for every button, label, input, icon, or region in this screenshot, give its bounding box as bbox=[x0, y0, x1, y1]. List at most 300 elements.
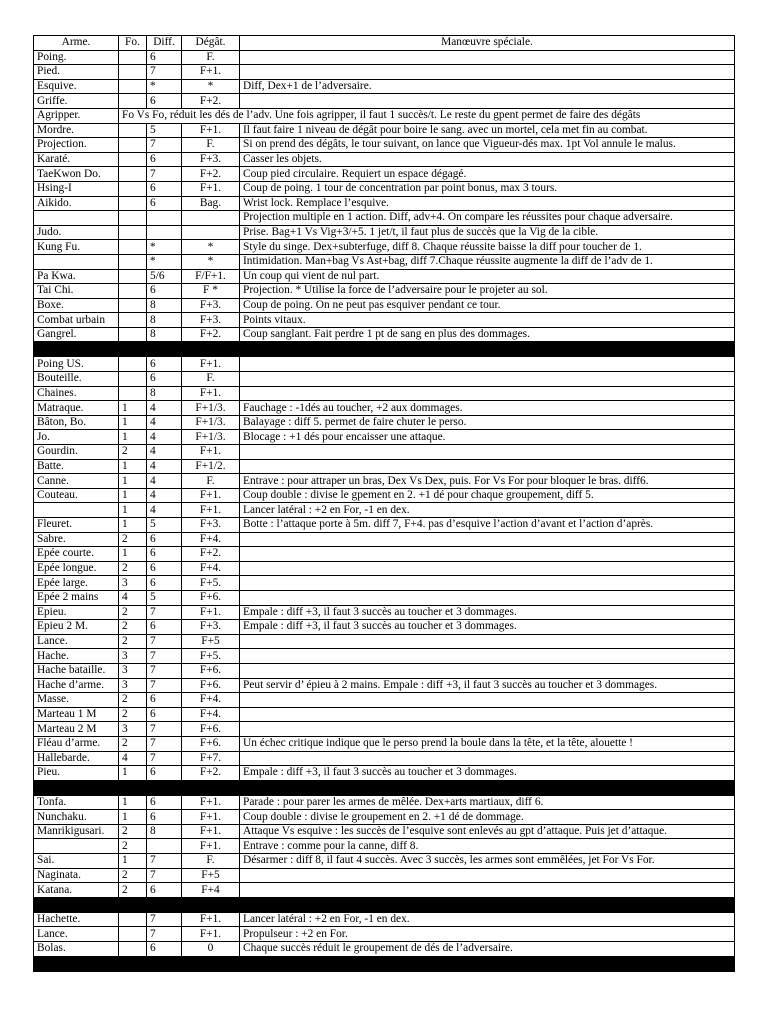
cell-diff: 7 bbox=[147, 736, 182, 751]
cell-manoeuvre: Style du singe. Dex+subterfuge, diff 8. Chaque réussite baisse la diff pour toucher de 1. bbox=[240, 240, 735, 255]
cell-manoeuvre: Si on prend des dégâts, le tour suivant, on lance que Vigueur-dés max. 1pt Vol annule le malus. bbox=[240, 138, 735, 153]
cell-diff: 6 bbox=[147, 766, 182, 781]
cell-degat: F+3. bbox=[182, 518, 240, 533]
header-degat: Dégât. bbox=[182, 36, 240, 51]
table-row bbox=[34, 225, 735, 240]
cell-fo: 3 bbox=[119, 663, 147, 678]
cell-manoeuvre bbox=[240, 576, 735, 591]
cell-diff: 6 bbox=[147, 196, 182, 211]
cell-arme: Epée large. bbox=[34, 576, 119, 591]
cell-arme: Agripper. bbox=[34, 108, 119, 123]
table-row bbox=[34, 868, 735, 883]
cell-arme: Matraque. bbox=[34, 401, 119, 416]
cell-fo bbox=[119, 65, 147, 80]
table-row bbox=[34, 298, 735, 313]
cell-arme: Bouteille. bbox=[34, 372, 119, 387]
cell-diff: * bbox=[147, 240, 182, 255]
cell-manoeuvre bbox=[240, 386, 735, 401]
cell-arme: Mordre. bbox=[34, 123, 119, 138]
cell-manoeuvre: Blocage : +1 dés pour encaisser une attaque. bbox=[240, 430, 735, 445]
cell-degat: F+4. bbox=[182, 707, 240, 722]
cell-degat: F+5. bbox=[182, 576, 240, 591]
table-row bbox=[34, 942, 735, 957]
cell-manoeuvre bbox=[240, 693, 735, 708]
cell-fo bbox=[119, 269, 147, 284]
cell-degat: F+3. bbox=[182, 152, 240, 167]
cell-degat: F+1. bbox=[182, 503, 240, 518]
table-row bbox=[34, 605, 735, 620]
cell-degat: F * bbox=[182, 284, 240, 299]
cell-diff: 6 bbox=[147, 810, 182, 825]
cell-manoeuvre: Entrave : pour attraper un bras, Dex Vs Dex, puis. For Vs For pour bloquer le bras. diff6. bbox=[240, 474, 735, 489]
table-row bbox=[34, 503, 735, 518]
cell-arme: Gourdin. bbox=[34, 445, 119, 460]
cell-diff: 8 bbox=[147, 298, 182, 313]
cell-arme: Katana. bbox=[34, 883, 119, 898]
cell-diff: 6 bbox=[147, 883, 182, 898]
table-row bbox=[34, 693, 735, 708]
cell-degat bbox=[182, 211, 240, 226]
cell-arme: Couteau. bbox=[34, 488, 119, 503]
cell-diff: 6 bbox=[147, 547, 182, 562]
cell-fo bbox=[119, 79, 147, 94]
cell-degat: F+1. bbox=[182, 65, 240, 80]
cell-arme: Poing. bbox=[34, 50, 119, 65]
cell-degat: * bbox=[182, 254, 240, 269]
header-diff: Diff. bbox=[147, 36, 182, 51]
table-row bbox=[34, 532, 735, 547]
cell-degat: F+3. bbox=[182, 620, 240, 635]
separator-bar bbox=[34, 342, 735, 357]
cell-arme: Bolas. bbox=[34, 942, 119, 957]
table-row bbox=[34, 722, 735, 737]
cell-manoeuvre bbox=[240, 649, 735, 664]
cell-arme: Epieu 2 M. bbox=[34, 620, 119, 635]
weapons-table bbox=[33, 35, 735, 972]
cell-diff: 6 bbox=[147, 561, 182, 576]
table-row bbox=[34, 108, 735, 123]
cell-degat: Bag. bbox=[182, 196, 240, 211]
cell-diff: 4 bbox=[147, 430, 182, 445]
table-row bbox=[34, 211, 735, 226]
cell-arme: Batte. bbox=[34, 459, 119, 474]
cell-fo: 1 bbox=[119, 795, 147, 810]
cell-arme bbox=[34, 503, 119, 518]
cell-fo: 1 bbox=[119, 415, 147, 430]
cell-degat: F+6. bbox=[182, 678, 240, 693]
cell-manoeuvre bbox=[240, 868, 735, 883]
cell-manoeuvre: Points vitaux. bbox=[240, 313, 735, 328]
cell-manoeuvre: Coup de poing. 1 tour de concentration par point bonus, max 3 tours. bbox=[240, 181, 735, 196]
table-row bbox=[34, 152, 735, 167]
cell-degat: F+1. bbox=[182, 795, 240, 810]
cell-degat: F+1/3. bbox=[182, 415, 240, 430]
table-row bbox=[34, 795, 735, 810]
cell-diff: 7 bbox=[147, 722, 182, 737]
cell-diff: 7 bbox=[147, 912, 182, 927]
cell-fo: 3 bbox=[119, 649, 147, 664]
table-row bbox=[34, 138, 735, 153]
cell-diff: 7 bbox=[147, 678, 182, 693]
cell-arme: Hache d’arme. bbox=[34, 678, 119, 693]
table-row bbox=[34, 663, 735, 678]
cell-fo: 1 bbox=[119, 488, 147, 503]
cell-degat: F+1. bbox=[182, 810, 240, 825]
cell-degat: F. bbox=[182, 138, 240, 153]
cell-degat: F+1. bbox=[182, 839, 240, 854]
cell-diff: 7 bbox=[147, 649, 182, 664]
cell-degat: * bbox=[182, 79, 240, 94]
table-row bbox=[34, 547, 735, 562]
cell-arme: Hallebarde. bbox=[34, 751, 119, 766]
cell-arme: Lance. bbox=[34, 927, 119, 942]
cell-fo bbox=[119, 152, 147, 167]
table-row bbox=[34, 518, 735, 533]
table-row bbox=[34, 372, 735, 387]
cell-diff: 6 bbox=[147, 372, 182, 387]
cell-diff: 6 bbox=[147, 620, 182, 635]
cell-manoeuvre bbox=[240, 445, 735, 460]
cell-manoeuvre: Attaque Vs esquive : les succès de l’esquive sont enlevés au gpt d’attaque. Puis jet d’attaque. bbox=[240, 824, 735, 839]
cell-arme: Epée courte. bbox=[34, 547, 119, 562]
cell-arme bbox=[34, 254, 119, 269]
cell-diff: 7 bbox=[147, 751, 182, 766]
cell-fo: 2 bbox=[119, 620, 147, 635]
cell-arme: Poing US. bbox=[34, 357, 119, 372]
cell-degat bbox=[182, 225, 240, 240]
cell-degat: F+1. bbox=[182, 605, 240, 620]
cell-fo: 1 bbox=[119, 854, 147, 869]
cell-manoeuvre: Un coup qui vient de nul part. bbox=[240, 269, 735, 284]
cell-arme: Epée 2 mains bbox=[34, 590, 119, 605]
cell-degat: F+6. bbox=[182, 590, 240, 605]
cell-degat: F. bbox=[182, 854, 240, 869]
cell-arme: Sai. bbox=[34, 854, 119, 869]
cell-diff: 8 bbox=[147, 313, 182, 328]
cell-fo: 2 bbox=[119, 736, 147, 751]
cell-fo bbox=[119, 94, 147, 109]
cell-arme: Combat urbain bbox=[34, 313, 119, 328]
cell-degat: F+1. bbox=[182, 445, 240, 460]
cell-manoeuvre: Coup double : divise le groupement en 2. +1 dé de dommage. bbox=[240, 810, 735, 825]
cell-fo bbox=[119, 167, 147, 182]
cell-fo bbox=[119, 196, 147, 211]
cell-fo: 2 bbox=[119, 883, 147, 898]
header-row bbox=[34, 36, 735, 51]
cell-manoeuvre: Peut servir d’ épieu à 2 mains. Empale : diff +3, il faut 3 succès au toucher et 3 dommages. bbox=[240, 678, 735, 693]
cell-diff: 6 bbox=[147, 94, 182, 109]
cell-arme: Fleuret. bbox=[34, 518, 119, 533]
separator-bar bbox=[34, 897, 735, 912]
cell-fo: 3 bbox=[119, 722, 147, 737]
cell-diff: * bbox=[147, 79, 182, 94]
table-row bbox=[34, 810, 735, 825]
cell-fo bbox=[119, 298, 147, 313]
table-row bbox=[34, 327, 735, 342]
cell-degat: F+7. bbox=[182, 751, 240, 766]
table-row bbox=[34, 824, 735, 839]
cell-fo bbox=[119, 927, 147, 942]
cell-arme: Jo. bbox=[34, 430, 119, 445]
cell-fo: 2 bbox=[119, 605, 147, 620]
cell-fo bbox=[119, 386, 147, 401]
cell-degat: F+3. bbox=[182, 298, 240, 313]
cell-manoeuvre bbox=[240, 634, 735, 649]
cell-degat: F+5 bbox=[182, 868, 240, 883]
section-separator bbox=[34, 342, 735, 357]
cell-manoeuvre: Balayage : diff 5. permet de faire chuter le perso. bbox=[240, 415, 735, 430]
cell-arme: Kung Fu. bbox=[34, 240, 119, 255]
cell-degat: F+1. bbox=[182, 927, 240, 942]
cell-arme: Pied. bbox=[34, 65, 119, 80]
separator-bar bbox=[34, 956, 735, 971]
table-row bbox=[34, 678, 735, 693]
cell-degat: F+5. bbox=[182, 649, 240, 664]
cell-manoeuvre: Wrist lock. Remplace l’esquive. bbox=[240, 196, 735, 211]
cell-manoeuvre: Empale : diff +3, il faut 3 succès au toucher et 3 dommages. bbox=[240, 766, 735, 781]
cell-diff: 7 bbox=[147, 663, 182, 678]
cell-arme: Tai Chi. bbox=[34, 284, 119, 299]
cell-manoeuvre bbox=[240, 94, 735, 109]
cell-fo bbox=[119, 313, 147, 328]
table-row bbox=[34, 766, 735, 781]
cell-manoeuvre: Diff, Dex+1 de l’adversaire. bbox=[240, 79, 735, 94]
cell-fo: 2 bbox=[119, 445, 147, 460]
separator-bar bbox=[34, 780, 735, 795]
cell-arme: Nunchaku. bbox=[34, 810, 119, 825]
cell-degat: F+1. bbox=[182, 912, 240, 927]
cell-arme: Esquive. bbox=[34, 79, 119, 94]
cell-manoeuvre: Propulseur : +2 en For. bbox=[240, 927, 735, 942]
cell-manoeuvre bbox=[240, 561, 735, 576]
cell-arme: Lance. bbox=[34, 634, 119, 649]
table-row bbox=[34, 79, 735, 94]
cell-diff: 6 bbox=[147, 50, 182, 65]
section-separator bbox=[34, 897, 735, 912]
table-row bbox=[34, 401, 735, 416]
table-row bbox=[34, 707, 735, 722]
cell-arme: Marteau 2 M bbox=[34, 722, 119, 737]
table-row bbox=[34, 912, 735, 927]
cell-degat: F+5 bbox=[182, 634, 240, 649]
cell-diff: 6 bbox=[147, 532, 182, 547]
cell-diff: 4 bbox=[147, 474, 182, 489]
cell-arme: Gangrel. bbox=[34, 327, 119, 342]
table-row bbox=[34, 313, 735, 328]
table-row bbox=[34, 254, 735, 269]
cell-diff: 5 bbox=[147, 518, 182, 533]
cell-arme: Canne. bbox=[34, 474, 119, 489]
cell-fo: 4 bbox=[119, 590, 147, 605]
cell-diff: 5 bbox=[147, 590, 182, 605]
cell-degat: F+6. bbox=[182, 722, 240, 737]
cell-arme: TaeKwon Do. bbox=[34, 167, 119, 182]
cell-fo: 1 bbox=[119, 430, 147, 445]
table-row bbox=[34, 883, 735, 898]
table-row bbox=[34, 459, 735, 474]
cell-fo: 1 bbox=[119, 474, 147, 489]
cell-manoeuvre: Projection multiple en 1 action. Diff, adv+4. On compare les réussites pour chaque adversaire. bbox=[240, 211, 735, 226]
cell-diff: 6 bbox=[147, 707, 182, 722]
cell-degat: F+1. bbox=[182, 123, 240, 138]
table-row bbox=[34, 269, 735, 284]
cell-fo bbox=[119, 211, 147, 226]
cell-fo: 1 bbox=[119, 518, 147, 533]
cell-diff: 7 bbox=[147, 167, 182, 182]
cell-manoeuvre bbox=[240, 722, 735, 737]
cell-fo bbox=[119, 181, 147, 196]
cell-arme: Marteau 1 M bbox=[34, 707, 119, 722]
cell-arme: Tonfa. bbox=[34, 795, 119, 810]
cell-degat: F+1/3. bbox=[182, 430, 240, 445]
cell-manoeuvre: Chaque succès réduit le groupement de dés de l’adversaire. bbox=[240, 942, 735, 957]
cell-fo: 2 bbox=[119, 693, 147, 708]
table-body bbox=[34, 50, 735, 971]
cell-fo: 1 bbox=[119, 766, 147, 781]
cell-manoeuvre: Empale : diff +3, il faut 3 succès au toucher et 3 dommages. bbox=[240, 605, 735, 620]
table-row bbox=[34, 649, 735, 664]
cell-fo bbox=[119, 123, 147, 138]
cell-manoeuvre bbox=[240, 65, 735, 80]
cell-manoeuvre bbox=[240, 663, 735, 678]
table-row bbox=[34, 181, 735, 196]
cell-diff: 6 bbox=[147, 284, 182, 299]
cell-arme: Pieu. bbox=[34, 766, 119, 781]
cell-arme: Projection. bbox=[34, 138, 119, 153]
cell-manoeuvre: Botte : l’attaque porte à 5m. diff 7, F+4. pas d’esquive l’action d’avant et l’action d’après. bbox=[240, 518, 735, 533]
cell-manoeuvre: Parade : pour parer les armes de mêlée. Dex+arts martiaux, diff 6. bbox=[240, 795, 735, 810]
cell-fo: 1 bbox=[119, 459, 147, 474]
table-row bbox=[34, 736, 735, 751]
cell-arme: Epieu. bbox=[34, 605, 119, 620]
cell-arme: Bâton, Bo. bbox=[34, 415, 119, 430]
table-row bbox=[34, 123, 735, 138]
cell-diff: 6 bbox=[147, 152, 182, 167]
cell-fo: 2 bbox=[119, 839, 147, 854]
cell-diff: 5/6 bbox=[147, 269, 182, 284]
cell-fo: 2 bbox=[119, 634, 147, 649]
cell-manoeuvre: Coup pied circulaire. Requiert un espace dégagé. bbox=[240, 167, 735, 182]
cell-manoeuvre bbox=[240, 459, 735, 474]
table-row bbox=[34, 415, 735, 430]
cell-degat: * bbox=[182, 240, 240, 255]
table-row bbox=[34, 50, 735, 65]
cell-manoeuvre: Empale : diff +3, il faut 3 succès au toucher et 3 dommages. bbox=[240, 620, 735, 635]
cell-fo: 2 bbox=[119, 707, 147, 722]
cell-diff: 4 bbox=[147, 503, 182, 518]
cell-manoeuvre bbox=[240, 547, 735, 562]
table-row bbox=[34, 488, 735, 503]
table-row bbox=[34, 576, 735, 591]
table-row bbox=[34, 634, 735, 649]
cell-fo: 3 bbox=[119, 576, 147, 591]
cell-fo: 4 bbox=[119, 751, 147, 766]
cell-fo: 1 bbox=[119, 810, 147, 825]
table-row bbox=[34, 167, 735, 182]
cell-arme: Sabre. bbox=[34, 532, 119, 547]
cell-fo bbox=[119, 357, 147, 372]
cell-fo bbox=[119, 372, 147, 387]
header-arme: Arme. bbox=[34, 36, 119, 51]
table-row bbox=[34, 927, 735, 942]
cell-degat: F+1. bbox=[182, 488, 240, 503]
cell-degat: F. bbox=[182, 372, 240, 387]
cell-fo: 2 bbox=[119, 561, 147, 576]
cell-diff: 4 bbox=[147, 401, 182, 416]
cell-fo: 2 bbox=[119, 824, 147, 839]
cell-manoeuvre: Casser les objets. bbox=[240, 152, 735, 167]
cell-manoeuvre: Coup double : divise le gpement en 2. +1 dé pour chaque groupement, diff 5. bbox=[240, 488, 735, 503]
table-row bbox=[34, 284, 735, 299]
cell-manoeuvre bbox=[240, 50, 735, 65]
cell-arme: Epée longue. bbox=[34, 561, 119, 576]
table-row bbox=[34, 839, 735, 854]
cell-manoeuvre bbox=[240, 590, 735, 605]
cell-diff: 8 bbox=[147, 327, 182, 342]
cell-fo bbox=[119, 912, 147, 927]
cell-manoeuvre: Prise. Bag+1 Vs Vig+3/+5. 1 jet/t, il faut plus de succès que la Vig de la cible. bbox=[240, 225, 735, 240]
cell-diff: 4 bbox=[147, 488, 182, 503]
cell-arme: Chaines. bbox=[34, 386, 119, 401]
cell-diff: 6 bbox=[147, 795, 182, 810]
cell-diff: 4 bbox=[147, 459, 182, 474]
header-fo: Fo. bbox=[119, 36, 147, 51]
table-row bbox=[34, 240, 735, 255]
cell-fo bbox=[119, 225, 147, 240]
table-row bbox=[34, 430, 735, 445]
cell-manoeuvre bbox=[240, 372, 735, 387]
cell-manoeuvre bbox=[240, 751, 735, 766]
cell-diff: 7 bbox=[147, 927, 182, 942]
cell-degat: F+2. bbox=[182, 766, 240, 781]
cell-diff: 8 bbox=[147, 824, 182, 839]
cell-manoeuvre: Entrave : comme pour la canne, diff 8. bbox=[240, 839, 735, 854]
cell-arme: Manrikigusari. bbox=[34, 824, 119, 839]
cell-degat: F+1/3. bbox=[182, 401, 240, 416]
cell-fo: 2 bbox=[119, 532, 147, 547]
cell-manoeuvre bbox=[240, 357, 735, 372]
cell-degat: F+4. bbox=[182, 561, 240, 576]
cell-degat: F+2. bbox=[182, 94, 240, 109]
cell-diff: 7 bbox=[147, 65, 182, 80]
cell-diff: 4 bbox=[147, 445, 182, 460]
cell-diff: 7 bbox=[147, 854, 182, 869]
cell-degat: F+1. bbox=[182, 181, 240, 196]
table-row bbox=[34, 94, 735, 109]
cell-arme: Hachette. bbox=[34, 912, 119, 927]
cell-diff: 6 bbox=[147, 181, 182, 196]
table-row bbox=[34, 445, 735, 460]
cell-diff bbox=[147, 211, 182, 226]
cell-diff: 6 bbox=[147, 576, 182, 591]
cell-manoeuvre: Projection. * Utilise la force de l’adversaire pour le projeter au sol. bbox=[240, 284, 735, 299]
table-row bbox=[34, 357, 735, 372]
cell-arme: Boxe. bbox=[34, 298, 119, 313]
table-row bbox=[34, 561, 735, 576]
cell-arme: Hache bataille. bbox=[34, 663, 119, 678]
cell-fo bbox=[119, 240, 147, 255]
cell-manoeuvre: Désarmer : diff 8, il faut 4 succès. Avec 3 succès, les armes sont emmêlées, jet For Vs For. bbox=[240, 854, 735, 869]
cell-fo: 2 bbox=[119, 868, 147, 883]
cell-fo bbox=[119, 254, 147, 269]
cell-arme: Karaté. bbox=[34, 152, 119, 167]
cell-manoeuvre: Fauchage : -1dés au toucher, +2 aux dommages. bbox=[240, 401, 735, 416]
cell-degat: F+2. bbox=[182, 327, 240, 342]
cell-manoeuvre: Coup sanglant. Fait perdre 1 pt de sang en plus des dommages. bbox=[240, 327, 735, 342]
cell-diff bbox=[147, 839, 182, 854]
cell-diff: 6 bbox=[147, 693, 182, 708]
cell-diff: 7 bbox=[147, 868, 182, 883]
